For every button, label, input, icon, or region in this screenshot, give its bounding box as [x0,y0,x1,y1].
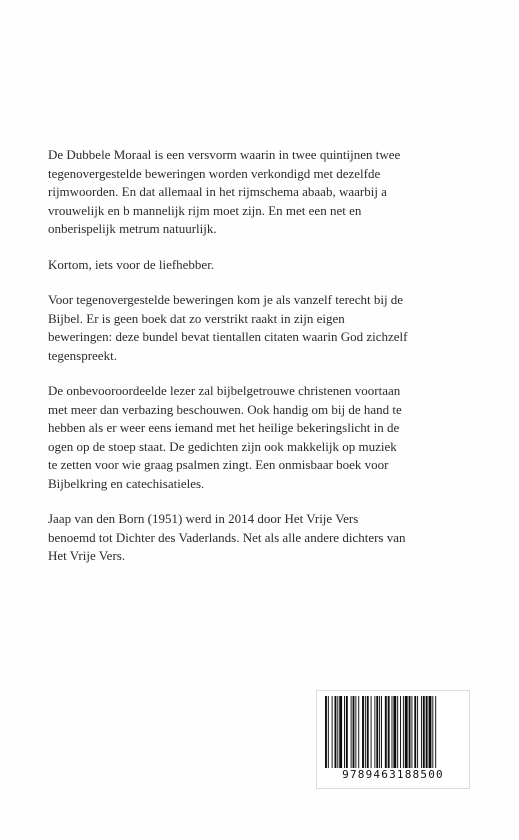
barcode-bar [417,696,418,768]
barcode-bar [388,696,390,768]
text-line: onberispelijk metrum natuurlijk. [48,221,217,236]
text-line: met meer dan verbazing beschouwen. Ook handig om bij de hand te [48,401,402,417]
text-line: Jaap van den Born (1951) werd in 2014 door Het Vrije Vers [48,511,359,526]
barcode-bar [367,696,369,768]
text-line: hebben als er weer eens iemand met het heilige bekeringslicht in de [48,420,400,435]
barcode-bar [385,696,387,768]
paragraph-lezer [48,382,478,493]
barcode-bar [346,696,348,768]
barcode-bar [339,696,342,768]
barcode-bar [351,696,352,768]
blurb-text [48,146,478,583]
barcode-bar [414,696,416,768]
barcode-bar [335,696,337,768]
text-line: ogen op de stoep staat. De gedichten zijn ook makkelijk op muziek [48,438,397,454]
barcode-bar [362,696,364,768]
barcode-bar [371,696,372,768]
paragraph-intro [48,146,478,239]
text-line: vrouwelijk en b mannelijk rijm moet zijn. En met een net en [48,202,362,218]
barcode-label [316,690,470,789]
text-line: De Dubbele Moraal is een versvorm waarin in twee quintijnen twee [48,147,401,162]
isbn-number: 9789463188500 [342,768,444,781]
text-line: Bijbel. Er is geen boek dat zo verstrikt raakt in zijn eigen [48,310,345,326]
barcode-bar [397,696,398,768]
text-line: Het Vrije Vers. [48,548,126,563]
barcode-bar [376,696,378,768]
text-line: Bijbelkring en catechisatieles. [48,475,205,491]
barcode-bar [392,696,393,768]
paragraph-author [48,510,478,566]
barcode-bars [324,696,462,768]
text-line: benoemd tot Dichter des Vaderlands. Net als alle andere dichters van [48,529,406,545]
barcode-bar [426,696,428,768]
barcode-bar [344,696,345,768]
barcode-bar [411,696,412,768]
text-line: De onbevooroordeelde lezer zal bijbelgetrouwe christenen voortaan [48,383,401,398]
barcode-bar [332,696,333,768]
barcode-bar [432,696,433,768]
text-line: tegenspreekt. [48,347,117,363]
barcode-bar [381,696,382,768]
barcode-bar [393,696,396,768]
text-line: rijmwoorden. En dat allemaal in het rijmschema abaab, waarbij a [48,184,387,199]
text-line: tegenovergestelde beweringen worden verkondigd met dezelfde [48,165,381,181]
barcode-bar [365,696,366,768]
barcode-bar [355,696,356,768]
barcode-bar [353,696,355,768]
barcode-bar [423,696,425,768]
barcode-bar [400,696,401,768]
barcode-bar [403,696,404,768]
paragraph-bijbel [48,291,478,365]
paragraph-kortom [48,256,478,275]
barcode-bar [379,696,380,768]
barcode-bar [421,696,422,768]
barcode-bar [429,696,432,768]
barcode-bar [328,696,329,768]
barcode-bar [435,696,436,768]
text-line: Kortom, iets voor de liefhebber. [48,256,215,272]
barcode-bar [374,696,375,768]
text-line: te zetten voor wie graag psalmen zingt. Een onmisbaar boek voor [48,457,389,472]
barcode-bar [405,696,408,768]
barcode-bar [325,696,327,768]
text-line: beweringen: deze bundel bevat tientallen citaten waarin God zichzelf [48,329,408,344]
barcode-bar [358,696,359,768]
text-line: Voor tegenovergestelde beweringen kom je als vanzelf terecht bij de [48,292,404,307]
barcode-bar [337,696,338,768]
barcode-bar [409,696,411,768]
